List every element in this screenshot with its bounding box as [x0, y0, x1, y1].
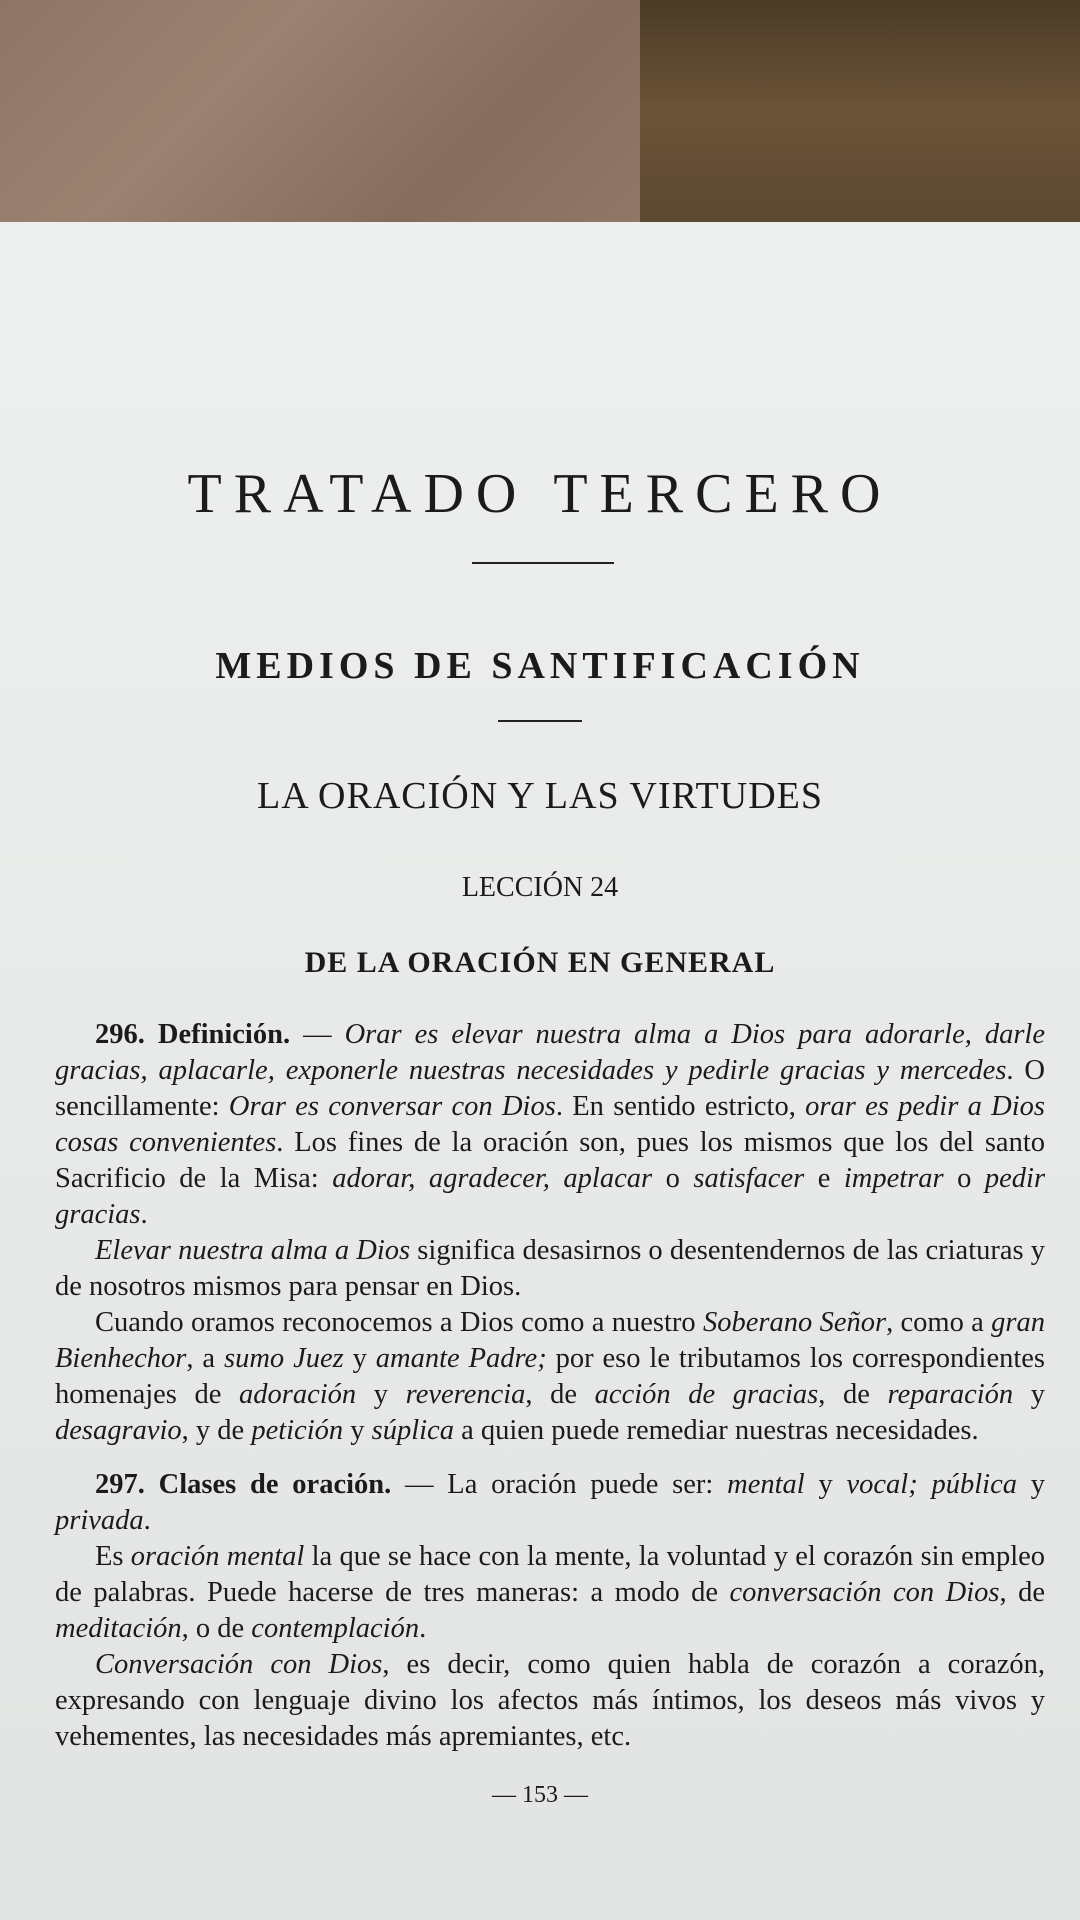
text-run: y: [343, 1415, 372, 1446]
text-run: significa desasirnos o desentendernos de las criaturas y de nosotros mismos para pensar en Dios.: [55, 1235, 1045, 1302]
italic-run: impetrar: [843, 1163, 944, 1194]
text-run: . Los fines de la oración son, pues los mismos que los del santo Sacrificio de la Misa:: [55, 1127, 1045, 1194]
paragraph-conversacion: [55, 1647, 1045, 1755]
paragraph-elevar: [55, 1233, 1045, 1305]
text-run: , y de: [181, 1415, 252, 1446]
paragraph-heading: Clases de oración.: [158, 1469, 392, 1500]
page-number: — 153 —: [492, 1782, 588, 1808]
book-page: [0, 222, 1080, 1920]
body-text: [55, 1017, 1045, 1755]
italic-run: desagravio: [55, 1415, 182, 1446]
text-run: —: [290, 1019, 345, 1050]
italic-run: Orar es elevar nuestra alma a Dios para adorarle, darle gracias, aplacarle, exponerle nuestras necesidades y pedirle gracias y mercedes: [55, 1019, 1045, 1086]
text-run: , a: [186, 1343, 224, 1374]
italic-run: gran Bienhechor: [55, 1307, 1046, 1374]
title-divider: [472, 562, 614, 564]
lesson-number: LECCIÓN 24: [461, 872, 619, 903]
paragraph-heading: Definición.: [157, 1019, 291, 1050]
background-wood: [640, 0, 1080, 240]
italic-run: Orar es conversar con Dios: [228, 1091, 556, 1122]
treatise-title: TRATADO TERCERO: [187, 463, 893, 525]
text-run: , de: [818, 1379, 888, 1410]
paragraph-cuando: [55, 1305, 1045, 1449]
text-run: por eso le tributamos los correspondientes homenajes de: [55, 1343, 1045, 1410]
text-run: Cuando oramos reconocemos a Dios como a nuestro: [95, 1307, 703, 1338]
text-run: y: [1016, 1469, 1046, 1500]
text-run: , es decir, como quien habla de corazón a corazón, expresando con lenguaje divino los afectos más íntimos, los deseos más vivos y vehementes, las necesidades más apremiantes, etc.: [55, 1649, 1045, 1752]
italic-run: pedir gracias: [55, 1163, 1046, 1230]
section-title: MEDIOS DE SANTIFICACIÓN: [215, 645, 865, 687]
section-divider: [498, 720, 582, 722]
italic-run: mental: [727, 1469, 805, 1500]
text-run: — La oración puede ser:: [391, 1469, 728, 1500]
italic-run: Elevar nuestra alma a Dios: [95, 1235, 411, 1266]
paragraph-296: [55, 1017, 1045, 1233]
text-run: o: [652, 1163, 694, 1194]
italic-run: adorar, agradecer, aplacar: [332, 1163, 653, 1194]
text-run: .: [143, 1505, 151, 1536]
text-run: .: [140, 1199, 148, 1230]
text-run: Es: [95, 1541, 131, 1572]
italic-run: vocal; pública: [846, 1469, 1017, 1500]
italic-run: Conversación con Dios: [95, 1649, 383, 1680]
paragraph-mental: [55, 1539, 1045, 1647]
text-run: y: [1013, 1379, 1046, 1410]
italic-run: orar es pedir a Dios cosas convenientes: [55, 1091, 1045, 1158]
paragraph-number: 296.: [95, 1019, 145, 1050]
italic-run: conversación con Dios: [729, 1577, 1000, 1608]
italic-run: reparación: [887, 1379, 1014, 1410]
text-run: , o de: [181, 1613, 252, 1644]
italic-run: satisfacer: [693, 1163, 805, 1194]
text-run: . O sencillamente:: [55, 1055, 1045, 1122]
italic-run: oración mental: [130, 1541, 305, 1572]
paragraph-297: [55, 1467, 1045, 1539]
text-run: a quien puede remediar nuestras necesidades.: [453, 1415, 979, 1446]
text-run: la que se hace con la mente, la voluntad y el corazón sin empleo de palabras. Puede hacerse de tres maneras: a modo de: [55, 1541, 1046, 1608]
italic-run: privada: [55, 1505, 144, 1536]
italic-run: súplica: [371, 1415, 454, 1446]
lesson-title: DE LA ORACIÓN EN GENERAL: [304, 946, 776, 979]
background-fabric: [0, 0, 640, 240]
italic-run: reverencia: [405, 1379, 526, 1410]
text-run: e: [804, 1163, 844, 1194]
italic-run: amante Padre;: [375, 1343, 547, 1374]
text-run: .: [419, 1613, 427, 1644]
text-run: y: [804, 1469, 847, 1500]
text-run: o: [943, 1163, 985, 1194]
text-run: , como a: [886, 1307, 992, 1338]
italic-run: acción de gracias: [594, 1379, 819, 1410]
paragraph-number: 297.: [95, 1469, 145, 1500]
italic-run: contemplación: [251, 1613, 420, 1644]
italic-run: sumo Juez: [223, 1343, 344, 1374]
text-run: y: [343, 1343, 376, 1374]
text-run: , de: [999, 1577, 1045, 1608]
text-run: y: [356, 1379, 406, 1410]
italic-run: meditación: [55, 1613, 182, 1644]
italic-run: Soberano Señor: [702, 1307, 887, 1338]
text-run: . En sentido estricto,: [555, 1091, 806, 1122]
italic-run: adoración: [239, 1379, 357, 1410]
text-run: , de: [525, 1379, 595, 1410]
section-subtitle: LA ORACIÓN Y LAS VIRTUDES: [257, 775, 823, 817]
italic-run: petición: [251, 1415, 344, 1446]
